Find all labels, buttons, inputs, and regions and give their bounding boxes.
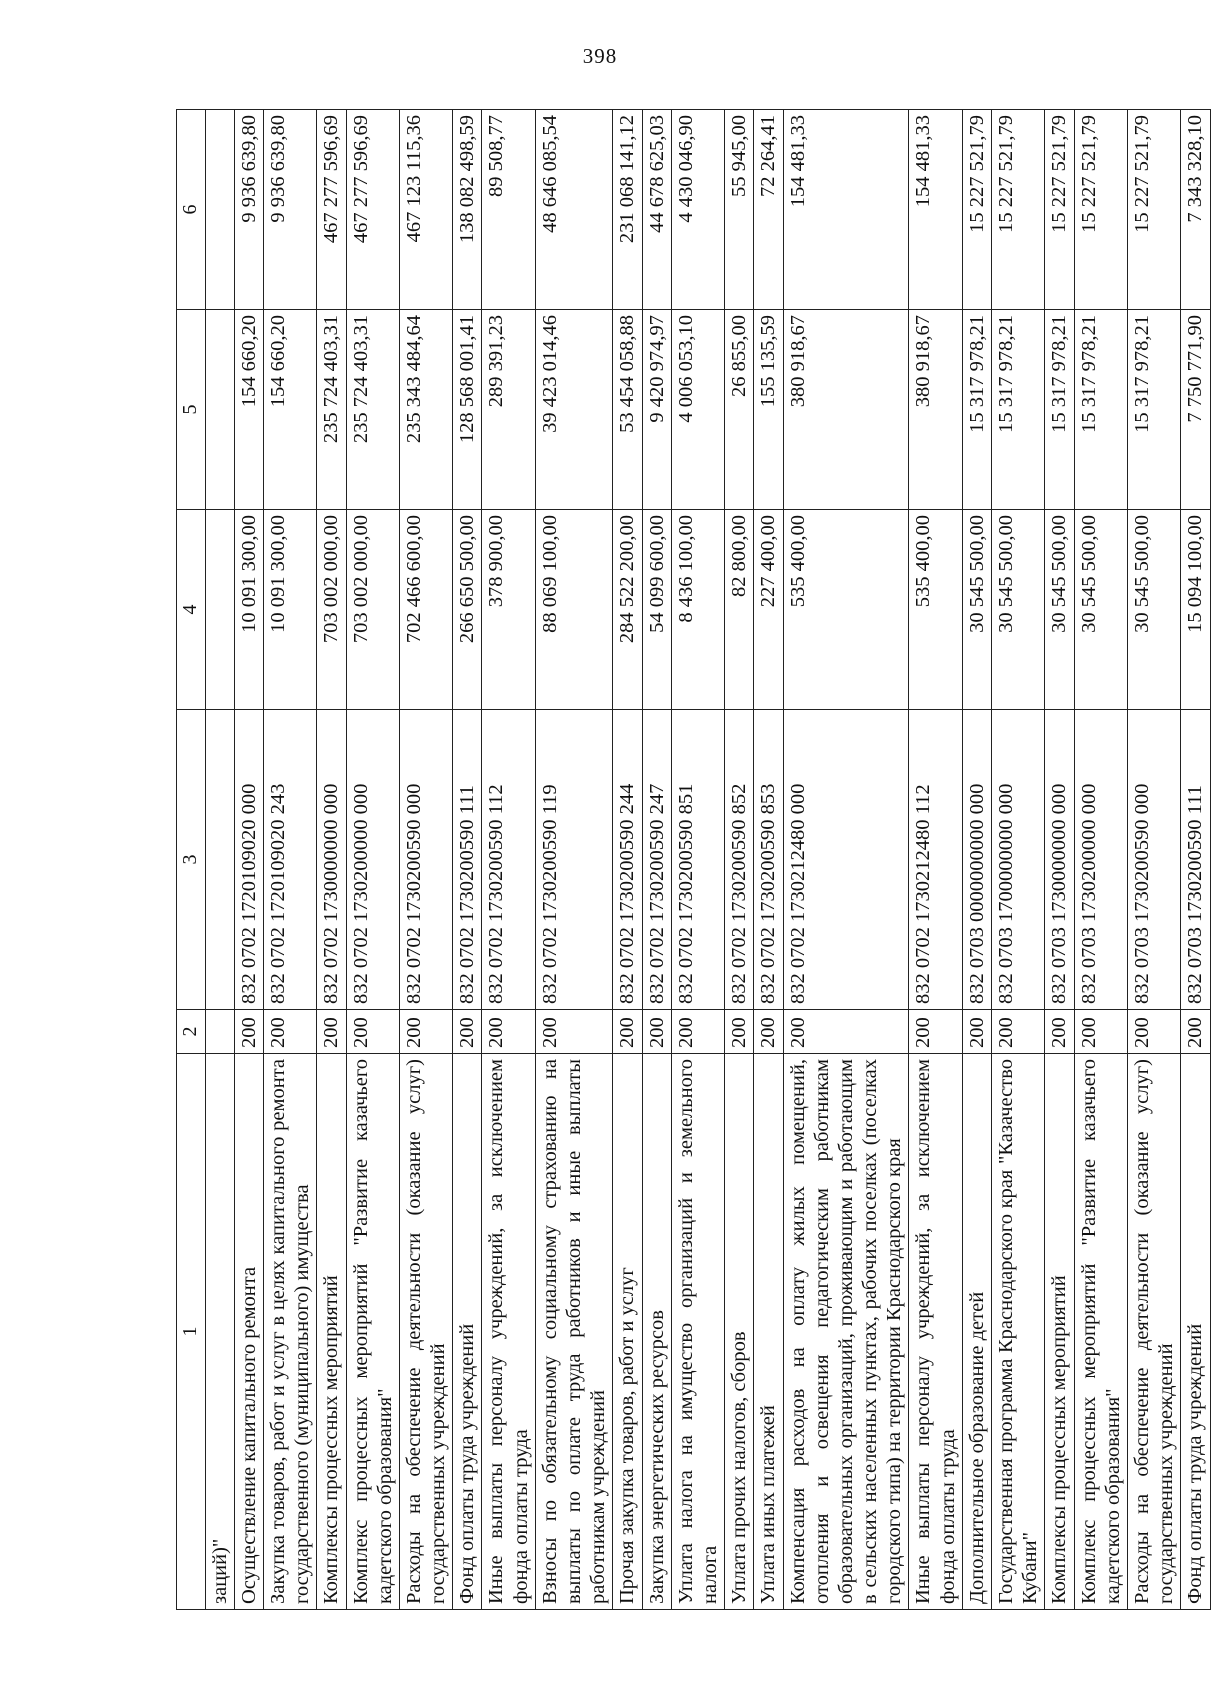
row-admin-cell: 200	[263, 1010, 316, 1054]
row-code-cell: 832 0702 1730200590 000	[399, 710, 452, 1010]
row-plan-cell: 30 545 500,00	[1127, 510, 1180, 710]
row-remaining-cell: 15 227 521,79	[1045, 110, 1074, 310]
row-name-cell: Прочая закупка товаров, работ и услуг	[613, 1054, 642, 1610]
row-name-cell: Уплата иных платежей	[754, 1054, 783, 1610]
row-fact-cell	[205, 310, 234, 510]
row-fact-cell: 235 343 484,64	[399, 310, 452, 510]
row-fact-cell: 235 724 403,31	[346, 310, 399, 510]
row-plan-cell: 703 002 000,00	[346, 510, 399, 710]
row-remaining-cell: 44 678 625,03	[642, 110, 671, 310]
row-plan-cell: 88 069 100,00	[535, 510, 613, 710]
row-name-cell: Комплексы процессных мероприятий	[317, 1054, 346, 1610]
row-remaining-cell: 15 227 521,79	[992, 110, 1045, 310]
table-row	[1074, 110, 1127, 1610]
row-code-cell: 832 0702 1730200590 112	[482, 710, 535, 1010]
row-fact-cell: 53 454 058,88	[613, 310, 642, 510]
column-header: 6	[177, 110, 206, 310]
row-plan-cell: 10 091 300,00	[263, 510, 316, 710]
row-name-cell: Фонд оплаты труда учреждений	[1181, 1054, 1210, 1610]
row-name-cell: Уплата налога на имущество организаций и земельного налога	[671, 1054, 724, 1610]
column-header: 4	[177, 510, 206, 710]
page-number: 398	[582, 44, 618, 68]
row-admin-cell: 200	[453, 1010, 482, 1054]
row-fact-cell: 235 724 403,31	[317, 310, 346, 510]
row-fact-cell: 39 423 014,46	[535, 310, 613, 510]
row-admin-cell: 200	[1045, 1010, 1074, 1054]
row-admin-cell: 200	[992, 1010, 1045, 1054]
row-remaining-cell: 154 481,33	[909, 110, 962, 310]
row-fact-cell: 154 660,20	[234, 310, 263, 510]
row-plan-cell	[205, 510, 234, 710]
table-row	[263, 110, 316, 1610]
row-fact-cell: 15 317 978,21	[1127, 310, 1180, 510]
row-remaining-cell: 138 082 498,59	[453, 110, 482, 310]
table-row	[1181, 110, 1210, 1610]
row-name-cell: заций)"	[205, 1054, 234, 1610]
row-name-cell: Комплекс процессных мероприятий "Развитие казачьего кадетского образования"	[1074, 1054, 1127, 1610]
row-plan-cell: 266 650 500,00	[453, 510, 482, 710]
row-name-cell: Компенсация расходов на оплату жилых помещений, отопления и освещения педагогическим работникам образовательных организаций, проживающим и работающим в сельских населенных пунктах, рабочих поселках (поселках городского типа) на территории Краснодарского края	[783, 1054, 909, 1610]
table-row	[1045, 110, 1074, 1610]
row-plan-cell: 703 002 000,00	[317, 510, 346, 710]
row-remaining-cell: 231 068 141,12	[613, 110, 642, 310]
row-remaining-cell: 48 646 085,54	[535, 110, 613, 310]
table-row	[725, 110, 754, 1610]
table-row	[317, 110, 346, 1610]
budget-table	[176, 109, 1211, 1610]
row-name-cell: Комплекс процессных мероприятий "Развитие казачьего кадетского образования"	[346, 1054, 399, 1610]
row-admin-cell: 200	[909, 1010, 962, 1054]
row-admin-cell: 200	[725, 1010, 754, 1054]
row-fact-cell: 9 420 974,97	[642, 310, 671, 510]
table-row	[783, 110, 909, 1610]
row-code-cell: 832 0702 1730212480 000	[783, 710, 909, 1010]
row-fact-cell: 380 918,67	[909, 310, 962, 510]
row-fact-cell: 128 568 001,41	[453, 310, 482, 510]
table-row	[754, 110, 783, 1610]
row-code-cell: 832 0702 1720109020 243	[263, 710, 316, 1010]
row-code-cell: 832 0702 1730000000 000	[317, 710, 346, 1010]
row-fact-cell: 15 317 978,21	[1045, 310, 1074, 510]
row-name-cell: Иные выплаты персоналу учреждений, за исключением фонда оплаты труда	[909, 1054, 962, 1610]
table-row	[671, 110, 724, 1610]
row-admin-cell: 200	[1074, 1010, 1127, 1054]
row-plan-cell: 30 545 500,00	[992, 510, 1045, 710]
row-code-cell: 832 0703 1730200590 000	[1127, 710, 1180, 1010]
row-name-cell: Иные выплаты персоналу учреждений, за исключением фонда оплаты труда	[482, 1054, 535, 1610]
row-code-cell	[205, 710, 234, 1010]
table-row	[962, 110, 991, 1610]
row-name-cell: Дополнительное образование детей	[962, 1054, 991, 1610]
row-name-cell: Уплата прочих налогов, сборов	[725, 1054, 754, 1610]
row-name-cell: Закупка энергетических ресурсов	[642, 1054, 671, 1610]
table-row	[909, 110, 962, 1610]
table-row	[535, 110, 613, 1610]
row-plan-cell: 10 091 300,00	[234, 510, 263, 710]
row-admin-cell: 200	[317, 1010, 346, 1054]
row-admin-cell: 200	[642, 1010, 671, 1054]
row-admin-cell: 200	[346, 1010, 399, 1054]
table-row	[399, 110, 452, 1610]
row-fact-cell: 15 317 978,21	[962, 310, 991, 510]
row-admin-cell	[205, 1010, 234, 1054]
row-code-cell: 832 0703 1730200000 000	[1074, 710, 1127, 1010]
row-fact-cell: 380 918,67	[783, 310, 909, 510]
row-code-cell: 832 0703 1730200590 111	[1181, 710, 1210, 1010]
row-remaining-cell: 467 277 596,69	[317, 110, 346, 310]
row-code-cell: 832 0702 1730200590 247	[642, 710, 671, 1010]
rotated-table-container	[176, 110, 1207, 1610]
row-name-cell: Фонд оплаты труда учреждений	[453, 1054, 482, 1610]
row-name-cell: Расходы на обеспечение деятельности (оказание услуг) государственных учреждений	[1127, 1054, 1180, 1610]
row-admin-cell: 200	[1127, 1010, 1180, 1054]
row-admin-cell: 200	[399, 1010, 452, 1054]
row-fact-cell: 155 135,59	[754, 310, 783, 510]
row-code-cell: 832 0702 1730200590 852	[725, 710, 754, 1010]
row-remaining-cell: 7 343 328,10	[1181, 110, 1210, 310]
row-name-cell: Осуществление капитального ремонта	[234, 1054, 263, 1610]
row-remaining-cell: 15 227 521,79	[962, 110, 991, 310]
row-plan-cell: 30 545 500,00	[1045, 510, 1074, 710]
row-code-cell: 832 0702 1730212480 112	[909, 710, 962, 1010]
row-fact-cell: 289 391,23	[482, 310, 535, 510]
table-row	[1127, 110, 1180, 1610]
row-plan-cell: 227 400,00	[754, 510, 783, 710]
row-admin-cell: 200	[1181, 1010, 1210, 1054]
row-plan-cell: 378 900,00	[482, 510, 535, 710]
row-fact-cell: 4 006 053,10	[671, 310, 724, 510]
row-remaining-cell: 4 430 046,90	[671, 110, 724, 310]
row-name-cell: Комплексы процессных мероприятий	[1045, 1054, 1074, 1610]
row-admin-cell: 200	[962, 1010, 991, 1054]
row-code-cell: 832 0702 1730200590 111	[453, 710, 482, 1010]
row-fact-cell: 15 317 978,21	[1074, 310, 1127, 510]
row-plan-cell: 30 545 500,00	[962, 510, 991, 710]
row-code-cell: 832 0702 1730200000 000	[346, 710, 399, 1010]
row-remaining-cell: 15 227 521,79	[1127, 110, 1180, 310]
row-name-cell: Закупка товаров, работ и услуг в целях капитального ремонта государственного (муниципального) имущества	[263, 1054, 316, 1610]
row-plan-cell: 535 400,00	[909, 510, 962, 710]
row-admin-cell: 200	[671, 1010, 724, 1054]
header-row	[177, 110, 206, 1610]
row-plan-cell: 284 522 200,00	[613, 510, 642, 710]
row-plan-cell: 54 099 600,00	[642, 510, 671, 710]
column-header: 3	[177, 710, 206, 1010]
row-fact-cell: 15 317 978,21	[992, 310, 1045, 510]
table-row	[613, 110, 642, 1610]
row-code-cell: 832 0703 0000000000 000	[962, 710, 991, 1010]
row-fact-cell: 26 855,00	[725, 310, 754, 510]
row-code-cell: 832 0702 1730200590 853	[754, 710, 783, 1010]
row-admin-cell: 200	[613, 1010, 642, 1054]
row-remaining-cell: 72 264,41	[754, 110, 783, 310]
table-row	[642, 110, 671, 1610]
column-header: 2	[177, 1010, 206, 1054]
row-name-cell: Взносы по обязательному социальному страхованию на выплаты по оплате труда работников и иные выплаты работникам учреждений	[535, 1054, 613, 1610]
row-plan-cell: 30 545 500,00	[1074, 510, 1127, 710]
table-row	[992, 110, 1045, 1610]
row-remaining-cell: 154 481,33	[783, 110, 909, 310]
row-code-cell: 832 0702 1720109020 000	[234, 710, 263, 1010]
row-remaining-cell: 55 945,00	[725, 110, 754, 310]
row-fact-cell: 7 750 771,90	[1181, 310, 1210, 510]
row-admin-cell: 200	[234, 1010, 263, 1054]
row-code-cell: 832 0702 1730200590 244	[613, 710, 642, 1010]
table-row	[453, 110, 482, 1610]
column-header: 1	[177, 1054, 206, 1610]
row-name-cell: Расходы на обеспечение деятельности (оказание услуг) государственных учреждений	[399, 1054, 452, 1610]
row-admin-cell: 200	[482, 1010, 535, 1054]
row-code-cell: 832 0702 1730200590 851	[671, 710, 724, 1010]
row-admin-cell: 200	[535, 1010, 613, 1054]
table-row	[346, 110, 399, 1610]
row-remaining-cell: 467 277 596,69	[346, 110, 399, 310]
table-row	[205, 110, 234, 1610]
row-plan-cell: 8 436 100,00	[671, 510, 724, 710]
row-code-cell: 832 0702 1730200590 119	[535, 710, 613, 1010]
row-fact-cell: 154 660,20	[263, 310, 316, 510]
row-remaining-cell: 467 123 115,36	[399, 110, 452, 310]
row-plan-cell: 535 400,00	[783, 510, 909, 710]
row-remaining-cell: 15 227 521,79	[1074, 110, 1127, 310]
row-remaining-cell: 9 936 639,80	[263, 110, 316, 310]
row-remaining-cell	[205, 110, 234, 310]
row-code-cell: 832 0703 1700000000 000	[992, 710, 1045, 1010]
row-plan-cell: 15 094 100,00	[1181, 510, 1210, 710]
row-admin-cell: 200	[783, 1010, 909, 1054]
table-row	[234, 110, 263, 1610]
row-remaining-cell: 9 936 639,80	[234, 110, 263, 310]
row-name-cell: Государственная программа Краснодарского края "Казачество Кубани"	[992, 1054, 1045, 1610]
row-code-cell: 832 0703 1730000000 000	[1045, 710, 1074, 1010]
row-admin-cell: 200	[754, 1010, 783, 1054]
row-remaining-cell: 89 508,77	[482, 110, 535, 310]
row-plan-cell: 702 466 600,00	[399, 510, 452, 710]
table-row	[482, 110, 535, 1610]
row-plan-cell: 82 800,00	[725, 510, 754, 710]
column-header: 5	[177, 310, 206, 510]
